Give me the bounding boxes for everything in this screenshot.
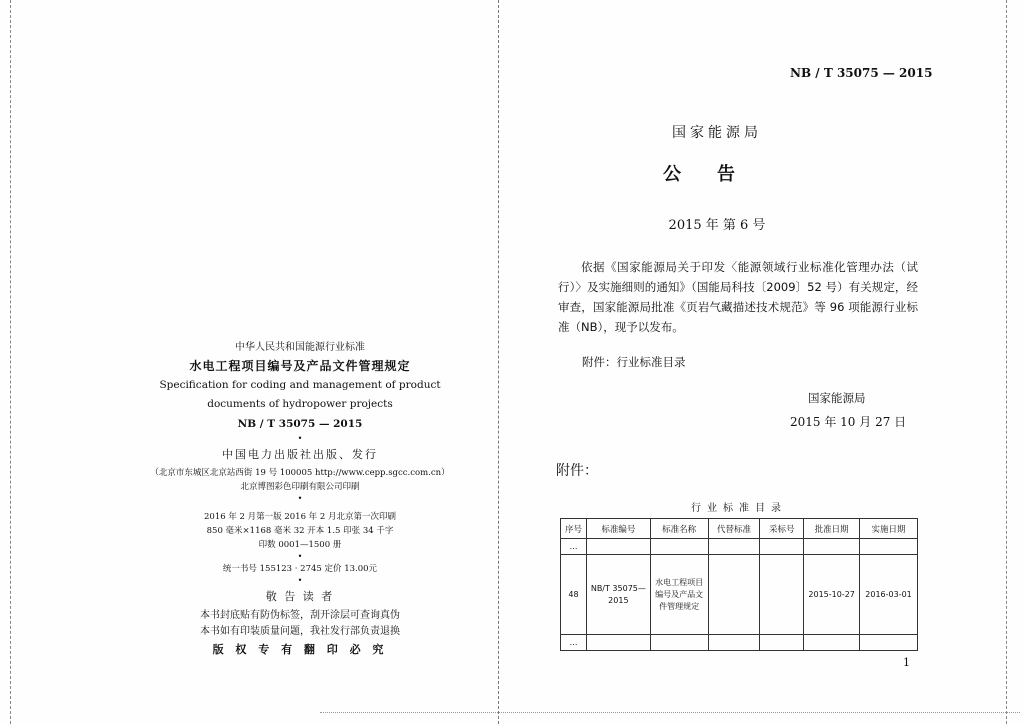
signature-agency: 国家能源局	[808, 391, 866, 405]
table-cell	[804, 539, 860, 555]
announcement-body: 依据《国家能源局关于印发〈能源领域行业标准化管理办法（试行）〉及实施细则的通知》（国能局科技〔2009〕52 号）有关规定，经审查，国家能源局批准《页岩气藏描述技术规范》等 96 项能源行业标准（NB），现予以发布。	[558, 260, 918, 334]
reader-notice-heading: 敬 告 读 者	[265, 590, 335, 603]
col-header: 标准编号	[586, 519, 650, 539]
table-cell	[708, 539, 760, 555]
table-cell	[650, 635, 708, 651]
reader-notice-1: 本书封底贴有防伪标签，刮开涂层可查询真伪	[200, 610, 400, 621]
table-cell	[860, 539, 918, 555]
standard-code: NB / T 35075 — 2015	[237, 418, 363, 430]
scan-edge-bottom	[320, 712, 1020, 714]
table-cell: 2015-10-27	[804, 555, 860, 635]
table-cell	[586, 635, 650, 651]
table-cell: NB/T 35075—2015	[586, 555, 650, 635]
col-header: 序号	[561, 519, 587, 539]
col-header: 批准日期	[804, 519, 860, 539]
table-header-row	[561, 519, 918, 539]
publisher: 中国电力出版社出版、发行	[222, 448, 378, 461]
attachment-reference: 附件：行业标准目录	[582, 355, 686, 369]
standard-title-en-2: documents of hydropower projects	[207, 398, 393, 410]
scan-edge-right	[1006, 0, 1008, 724]
publisher-address: （北京市东城区北京站西街 19 号 100005 http://www.cepp.sgcc.com.cn）	[150, 468, 450, 478]
edition-info: 2016 年 2 月第一版 2016 年 2 月北京第一次印刷	[204, 512, 396, 522]
table-cell	[860, 635, 918, 651]
separator-dot: •	[297, 494, 303, 503]
format-info: 850 毫米×1168 毫米 32 开本 1.5 印张 34 千字	[206, 526, 394, 536]
table-row	[561, 555, 918, 635]
table-title: 行业标准目录	[691, 503, 787, 514]
table-cell	[760, 539, 804, 555]
table-cell	[760, 555, 804, 635]
col-header: 采标号	[760, 519, 804, 539]
col-header: 代替标准	[708, 519, 760, 539]
standard-title-cn: 水电工程项目编号及产品文件管理规定	[189, 359, 411, 373]
separator-dot: •	[297, 434, 303, 443]
print-run: 印数 0001—1500 册	[258, 540, 342, 550]
scan-edge-left	[10, 0, 12, 724]
notice-title: 公告	[663, 164, 771, 185]
colophon	[100, 340, 500, 660]
table-row	[561, 539, 918, 555]
table-cell: 2016-03-01	[860, 555, 918, 635]
signature-date: 2015 年 10 月 27 日	[790, 415, 907, 429]
table-cell: …	[561, 539, 587, 555]
agency-name: 国家能源局	[672, 125, 762, 141]
table-cell	[586, 539, 650, 555]
table-row	[561, 635, 918, 651]
col-header: 实施日期	[860, 519, 918, 539]
reader-notice-2: 本书如有印装质量问题，我社发行部负责退换	[200, 626, 400, 637]
isbn-price: 统一书号 155123 · 2745 定价 13.00元	[222, 564, 378, 574]
standards-table	[560, 518, 918, 651]
issue-number: 2015 年 第 6 号	[668, 218, 766, 233]
table-cell	[650, 539, 708, 555]
col-header: 标准名称	[650, 519, 708, 539]
table-cell: …	[561, 635, 587, 651]
table-cell	[760, 635, 804, 651]
copyright-notice: 版 权 专 有 翻 印 必 究	[212, 643, 388, 656]
standard-title-en-1: Specification for coding and management of product	[159, 379, 441, 391]
table-cell	[708, 555, 760, 635]
standard-series: 中华人民共和国能源行业标准	[235, 342, 365, 353]
table-cell	[708, 635, 760, 651]
printer: 北京博图彩色印刷有限公司印刷	[240, 482, 360, 492]
page-number: 1	[903, 656, 910, 669]
separator-dot: •	[297, 552, 303, 561]
header-standard-code: NB / T 35075 — 2015	[790, 66, 933, 80]
table-cell	[804, 635, 860, 651]
table-cell: 48	[561, 555, 587, 635]
separator-dot: •	[297, 576, 303, 585]
table-cell: 水电工程项目编号及产品文件管理规定	[650, 555, 708, 635]
attachment-heading: 附件：	[556, 463, 598, 479]
